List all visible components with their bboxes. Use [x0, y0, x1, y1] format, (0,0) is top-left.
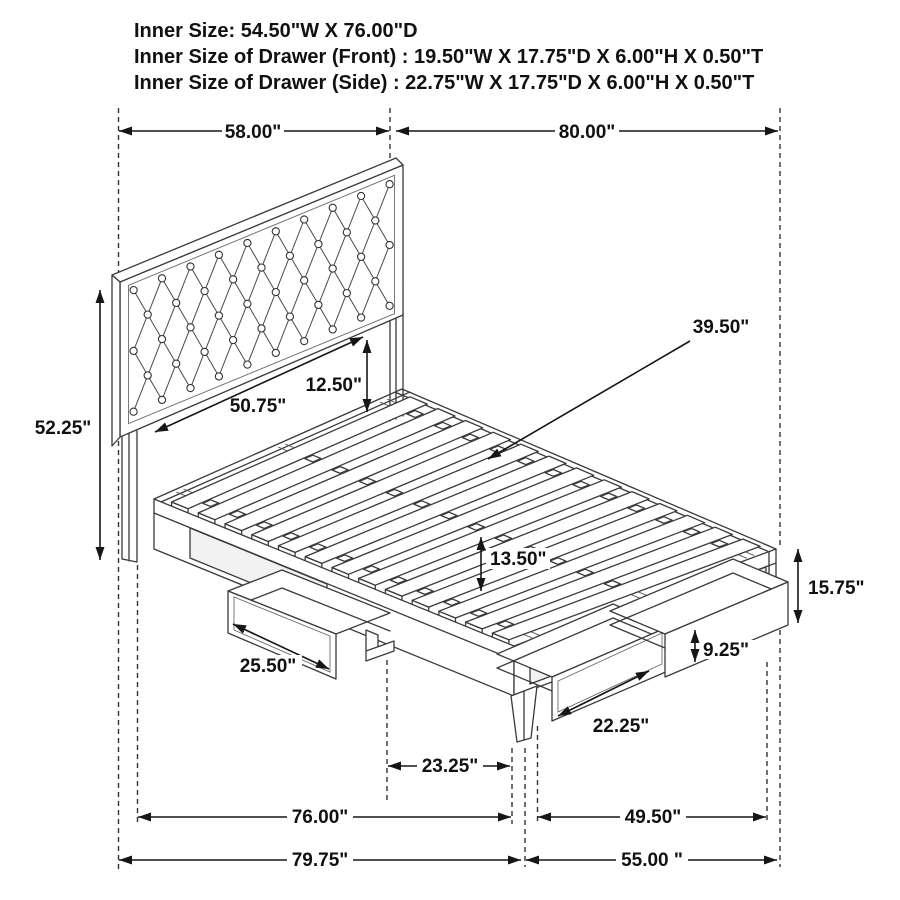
dim-side-rail-length	[138, 806, 511, 828]
dim-headboard-width	[119, 121, 389, 143]
dim-overall-width	[526, 849, 777, 871]
dim-label-58: 58.00"	[224, 122, 282, 143]
dim-label-23: 23.25"	[421, 756, 479, 777]
headboard-left-leg	[122, 431, 137, 562]
dim-label-12: 12.50"	[305, 375, 362, 396]
dim-foot-inner-width	[538, 806, 766, 828]
dim-overall-length	[119, 849, 521, 871]
spec-header	[134, 20, 763, 94]
dim-label-22: 22.25"	[592, 716, 650, 737]
dim-label-55: 55.00 "	[621, 850, 683, 871]
dim-label-9: 9.25"	[703, 640, 749, 661]
dim-label-13: 13.50"	[490, 549, 547, 570]
spec-line-inner-size: Inner Size: 54.50"W X 76.00"D	[134, 20, 418, 42]
spec-line-drawer-side: Inner Size of Drawer (Side) : 22.75"W X 17.75"D X 6.00"H X 0.50"T	[134, 72, 755, 94]
dim-label-25: 25.50"	[239, 656, 297, 677]
dim-label-49: 49.50"	[624, 807, 682, 828]
dim-leg-offset	[388, 755, 510, 777]
dim-label-76: 76.00"	[291, 807, 349, 828]
dim-label-80: 80.00"	[558, 122, 616, 143]
dim-label-52: 52.25"	[34, 418, 92, 439]
spec-line-drawer-front: Inner Size of Drawer (Front) : 19.50"W X 17.75"D X 6.00"H X 0.50"T	[134, 46, 764, 68]
dim-label-15: 15.75"	[808, 578, 865, 599]
dim-bed-length	[396, 121, 778, 143]
dim-rail-height	[794, 549, 865, 623]
dim-label-79: 79.75"	[291, 850, 349, 871]
dim-slat-span	[488, 317, 749, 459]
dim-label-50: 50.75"	[229, 396, 287, 417]
dim-headboard-height	[35, 290, 105, 560]
dim-label-39: 39.50"	[692, 317, 750, 338]
